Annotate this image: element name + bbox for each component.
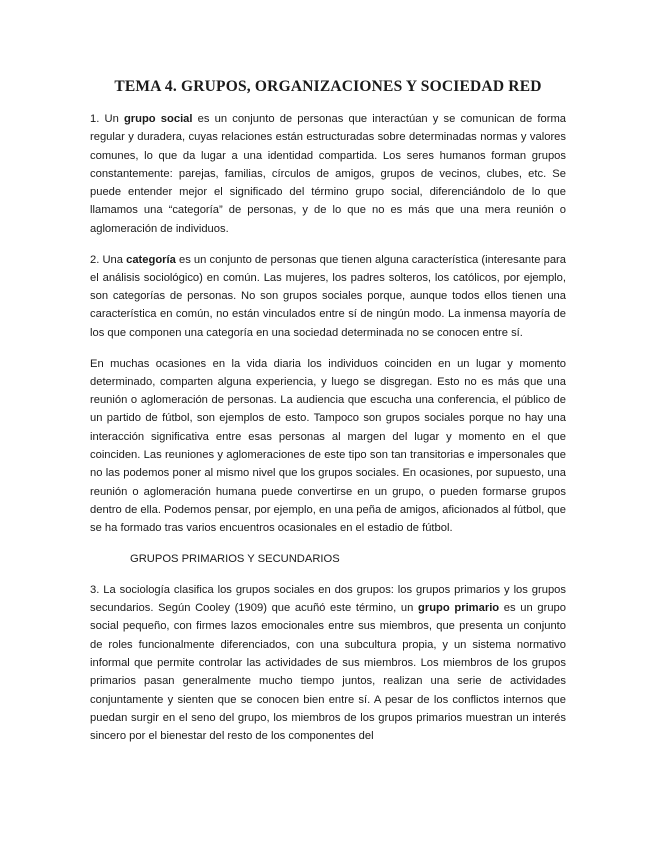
paragraph-text: 3. La sociología clasifica los grupos sociales en dos grupos: los grupos primarios y los grupos secundarios. Según Cooley (1909) que acuñó este término, un — [90, 583, 566, 615]
paragraph-grupo-social — [90, 110, 566, 238]
paragraph-text: es un grupo social pequeño, con firmes lazos emocionales entre sus miembros, que presenta un conjunto de roles funcionalmente diferenciados, con una subcultura propia, y un sistema normativo informal que permite controlar las actividades de sus miembros. Los miembros de los grupos primarios pasan generalmente mucho tiempo juntos, realizan una serie de actividades conjuntamente y sienten que se conocen bien entre sí. A pesar de los conflictos internos que puedan surgir en el seno del grupo, los miembros de los grupos primarios muestran un interés sincero por el bienestar del resto de los componentes del — [90, 602, 566, 743]
bold-term-grupo-primario: grupo primario — [418, 602, 500, 615]
bold-term-grupo-social: grupo social — [123, 113, 193, 125]
paragraph-text: 1. Un — [90, 113, 124, 125]
paragraph-text: 2. Una — [90, 253, 127, 266]
document-page — [90, 76, 566, 758]
section-subheading: GRUPOS PRIMARIOS Y SECUNDARIOS — [130, 553, 340, 566]
paragraph-text: es un conjunto de personas que tienen alguna característica (interesante para el análisis sociológico) en común. Las mujeres, los padres solteros, los católicos, por ejemplo, son categorías de personas. No son grupos sociales porque, aunque todos ellos tienen una característica en común, no están vinculados entre sí de ningún modo. La inmensa mayoría de los que componen una categoría en una sociedad determinada no se conocen entre sí. — [90, 253, 566, 339]
paragraph-categoria — [90, 251, 566, 342]
paragraph-text: es un conjunto de personas que interactúan y se comunican de forma regular y duradera, cuyas relaciones están estructuradas sobre determinadas normas y valores comunes, lo que da lugar a una identidad compartida. Los seres humanos forman grupos constantemente: parejas, familias, círculos de amigos, grupos de vecinos, clubes, etc. Se puede entender mejor el significado del término grupo social, diferenciándolo de lo que llamamos una “categoría” de personas, y de lo que no es más que una mera reunión o aglomeración de individuos. — [90, 113, 566, 235]
document-title: TEMA 4. GRUPOS, ORGANIZACIONES Y SOCIEDAD RED — [114, 78, 542, 95]
paragraph-grupos-primarios — [90, 581, 566, 746]
bold-term-categoria: categoría — [126, 253, 176, 266]
paragraph-aglomeracion: En muchas ocasiones en la vida diaria los individuos coinciden en un lugar y momento determinado, comparten alguna experiencia, y luego se disgregan. Esto no es más que una reunión o aglomeración de personas. La audiencia que escucha una conferencia, el público de un partido de fútbol, son ejemplos de esto. Tampoco son grupos sociales porque no hay una interacción significativa entre esas personas al margen del lugar y momento en el que coinciden. Las reuniones y aglomeraciones de este tipo son tan transitorias e impersonales que no las podemos poner al mismo nivel que los grupos sociales. En ocasiones, por supuesto, una reunión o aglomeración humana puede convertirse en un grupo, o pueden formarse grupos dentro de ella. Podemos pensar, por ejemplo, en una peña de amigos, aficionados al fútbol, que se ha formado tras varios encuentros ocasionales en el estadio de fútbol. — [90, 357, 566, 535]
